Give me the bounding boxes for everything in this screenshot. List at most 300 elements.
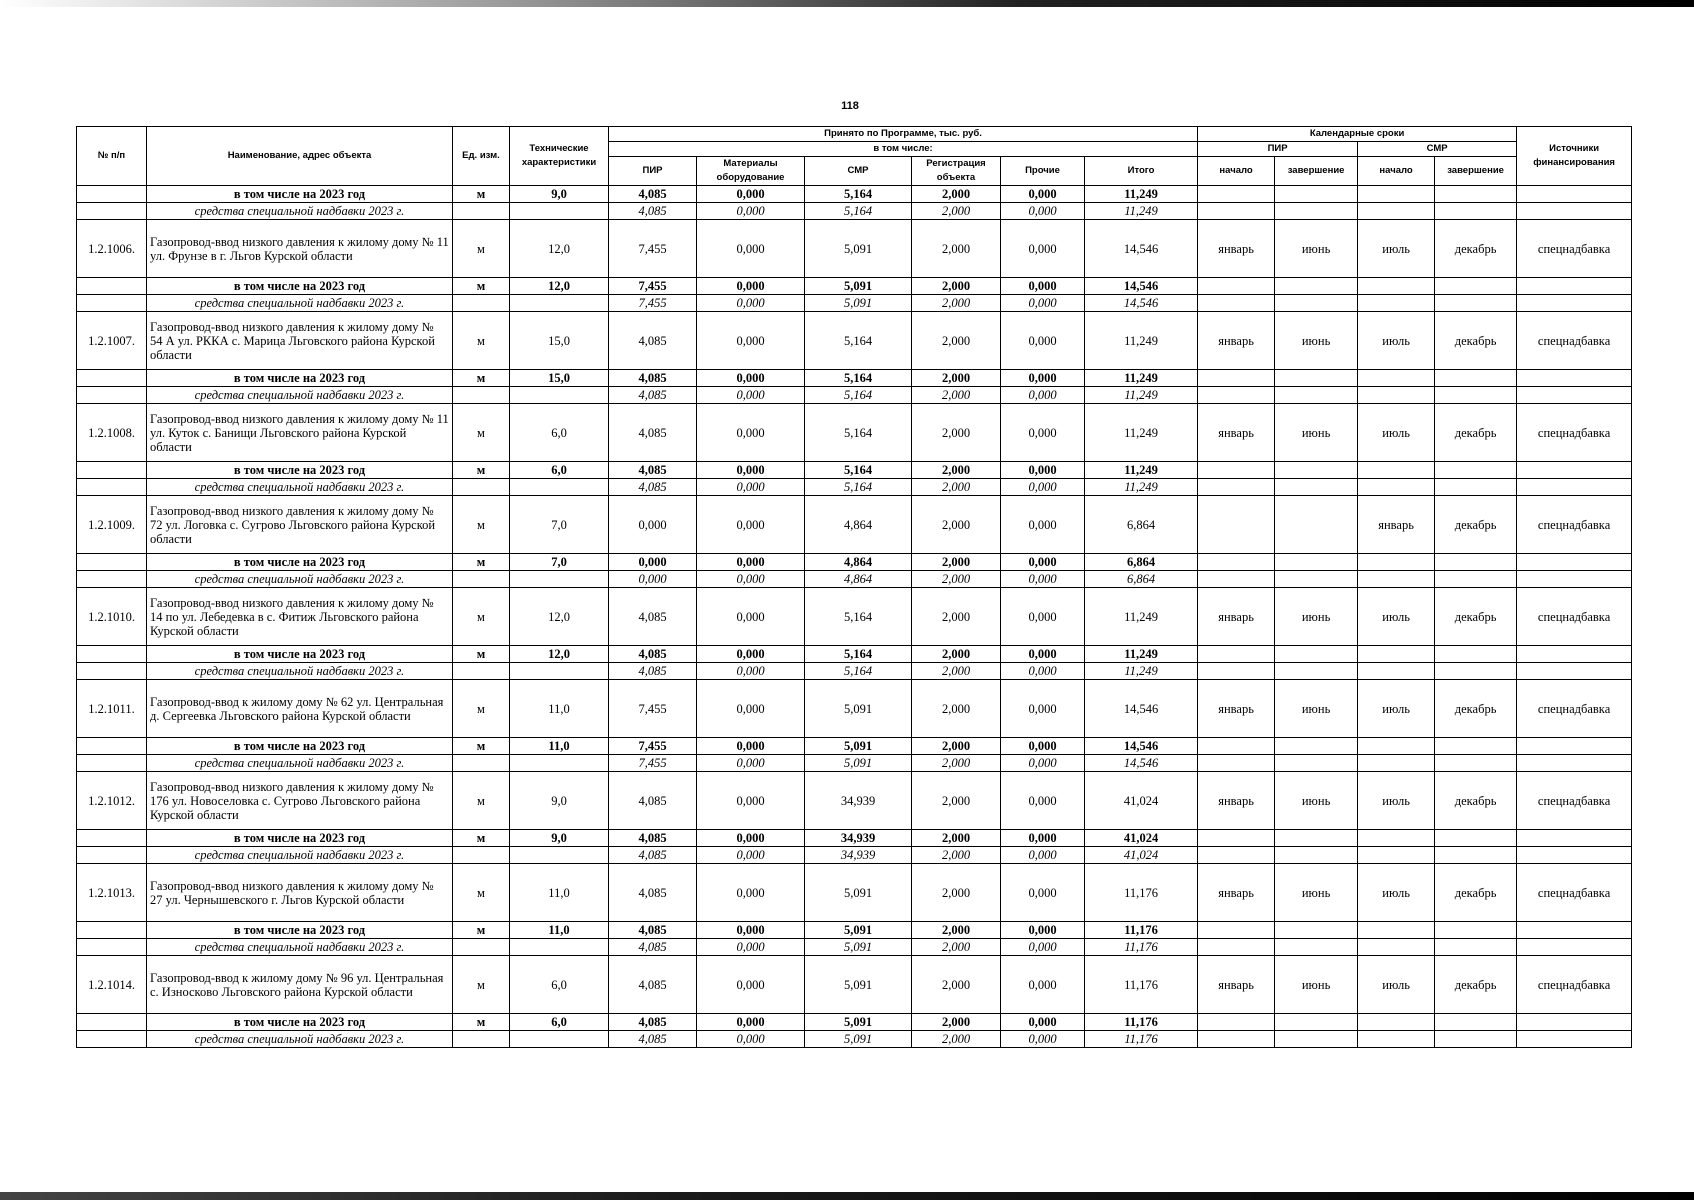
cell-pir: 0,000 <box>609 571 697 588</box>
cell-smr-start: июль <box>1358 680 1435 738</box>
cell-pir: 7,455 <box>609 755 697 772</box>
cell-smr: 5,091 <box>805 295 912 312</box>
cell-smr: 5,091 <box>805 1014 912 1031</box>
header-total: Итого <box>1085 157 1198 186</box>
cell-tech <box>510 387 609 404</box>
cell-unit: м <box>453 220 510 278</box>
cell-total: 11,176 <box>1085 922 1198 939</box>
cell-registration: 2,000 <box>912 646 1001 663</box>
cell-pir-start <box>1198 646 1275 663</box>
cell-materials: 0,000 <box>697 295 805 312</box>
cell-total: 14,546 <box>1085 755 1198 772</box>
cell-pir-end <box>1275 186 1358 203</box>
cell-total: 6,864 <box>1085 496 1198 554</box>
cell-num <box>77 847 147 864</box>
cell-source <box>1517 370 1632 387</box>
cell-source: спецнадбавка <box>1517 404 1632 462</box>
cell-smr-end: декабрь <box>1435 772 1517 830</box>
special-surcharge-row <box>77 663 1632 680</box>
header-sources: Источники финансирования <box>1517 127 1632 186</box>
cell-pir-start <box>1198 479 1275 496</box>
cell-pir-start <box>1198 370 1275 387</box>
cell-total: 14,546 <box>1085 295 1198 312</box>
cell-pir-start <box>1198 203 1275 220</box>
cell-other: 0,000 <box>1001 588 1085 646</box>
year-subtotal-row <box>77 370 1632 387</box>
cell-smr-start <box>1358 479 1435 496</box>
cell-pir: 4,085 <box>609 186 697 203</box>
cell-num <box>77 186 147 203</box>
cell-num: 1.2.1013. <box>77 864 147 922</box>
cell-pir: 4,085 <box>609 922 697 939</box>
cell-tech <box>510 663 609 680</box>
cell-smr-end <box>1435 278 1517 295</box>
cell-other: 0,000 <box>1001 312 1085 370</box>
cell-unit: м <box>453 738 510 755</box>
cell-registration: 2,000 <box>912 738 1001 755</box>
cell-row-label: средства специальной надбавки 2023 г. <box>147 479 453 496</box>
object-row <box>77 496 1632 554</box>
cell-source <box>1517 462 1632 479</box>
cell-pir-start <box>1198 1014 1275 1031</box>
cell-registration: 2,000 <box>912 1031 1001 1048</box>
cell-num <box>77 646 147 663</box>
header-pir: ПИР <box>609 157 697 186</box>
cell-other: 0,000 <box>1001 772 1085 830</box>
cell-tech: 7,0 <box>510 496 609 554</box>
cell-materials: 0,000 <box>697 479 805 496</box>
cell-pir: 7,455 <box>609 680 697 738</box>
cell-total: 6,864 <box>1085 571 1198 588</box>
cell-smr-start <box>1358 1031 1435 1048</box>
cell-object-name: Газопровод-ввод низкого давления к жилому дому № 72 ул. Логовка с. Сугрово Льговского района Курской области <box>147 496 453 554</box>
cell-total: 11,249 <box>1085 312 1198 370</box>
cell-smr: 5,164 <box>805 370 912 387</box>
cell-tech <box>510 203 609 220</box>
cell-other: 0,000 <box>1001 203 1085 220</box>
cell-num <box>77 922 147 939</box>
cell-materials: 0,000 <box>697 680 805 738</box>
special-surcharge-row <box>77 939 1632 956</box>
cell-total: 14,546 <box>1085 220 1198 278</box>
cell-tech: 15,0 <box>510 312 609 370</box>
cell-materials: 0,000 <box>697 956 805 1014</box>
cell-source <box>1517 646 1632 663</box>
cell-smr-end: декабрь <box>1435 312 1517 370</box>
cell-smr-start <box>1358 738 1435 755</box>
cell-num: 1.2.1009. <box>77 496 147 554</box>
cell-smr-end: декабрь <box>1435 588 1517 646</box>
cell-num <box>77 663 147 680</box>
cell-unit: м <box>453 830 510 847</box>
cell-smr-start: июль <box>1358 956 1435 1014</box>
cell-smr-start: январь <box>1358 496 1435 554</box>
cell-total: 11,176 <box>1085 864 1198 922</box>
cell-registration: 2,000 <box>912 956 1001 1014</box>
cell-source <box>1517 755 1632 772</box>
cell-pir-end: июнь <box>1275 312 1358 370</box>
cell-num <box>77 571 147 588</box>
cell-tech <box>510 755 609 772</box>
cell-pir-start: январь <box>1198 680 1275 738</box>
cell-tech: 6,0 <box>510 956 609 1014</box>
cell-tech <box>510 479 609 496</box>
cell-unit <box>453 479 510 496</box>
cell-other: 0,000 <box>1001 755 1085 772</box>
cell-num <box>77 295 147 312</box>
table-body <box>77 186 1632 1048</box>
cell-registration: 2,000 <box>912 186 1001 203</box>
cell-row-label: в том числе на 2023 год <box>147 186 453 203</box>
cell-smr-start: июль <box>1358 864 1435 922</box>
cell-source <box>1517 1014 1632 1031</box>
object-row <box>77 220 1632 278</box>
cell-source <box>1517 186 1632 203</box>
cell-pir-start <box>1198 830 1275 847</box>
cell-pir-start: январь <box>1198 772 1275 830</box>
header-smr: СМР <box>805 157 912 186</box>
cell-pir-end <box>1275 479 1358 496</box>
cell-num <box>77 554 147 571</box>
header-pir-start: начало <box>1198 157 1275 186</box>
cell-unit: м <box>453 404 510 462</box>
cell-smr: 5,164 <box>805 186 912 203</box>
cell-tech: 11,0 <box>510 738 609 755</box>
cell-registration: 2,000 <box>912 387 1001 404</box>
cell-smr-start: июль <box>1358 772 1435 830</box>
cell-pir-end <box>1275 663 1358 680</box>
table-header <box>77 127 1632 186</box>
cell-source: спецнадбавка <box>1517 496 1632 554</box>
cell-pir-start <box>1198 295 1275 312</box>
cell-smr: 34,939 <box>805 847 912 864</box>
cell-tech <box>510 571 609 588</box>
cell-row-label: в том числе на 2023 год <box>147 370 453 387</box>
cell-pir-start <box>1198 922 1275 939</box>
cell-smr: 34,939 <box>805 830 912 847</box>
cell-smr-end: декабрь <box>1435 680 1517 738</box>
year-subtotal-row <box>77 830 1632 847</box>
cell-pir-end <box>1275 646 1358 663</box>
cell-unit <box>453 755 510 772</box>
cell-pir-end: июнь <box>1275 772 1358 830</box>
special-surcharge-row <box>77 755 1632 772</box>
cell-num <box>77 387 147 404</box>
object-row <box>77 588 1632 646</box>
header-smr-start: начало <box>1358 157 1435 186</box>
cell-other: 0,000 <box>1001 847 1085 864</box>
cell-object-name: Газопровод-ввод низкого давления к жилому дому № 14 по ул. Лебедевка в с. Фитиж Льговского района Курской области <box>147 588 453 646</box>
header-accepted: Принято по Программе, тыс. руб. <box>609 127 1198 142</box>
cell-smr-end <box>1435 755 1517 772</box>
cell-pir-start: январь <box>1198 588 1275 646</box>
cell-smr: 4,864 <box>805 496 912 554</box>
cell-unit <box>453 387 510 404</box>
cell-pir-end <box>1275 462 1358 479</box>
object-row <box>77 680 1632 738</box>
year-subtotal-row <box>77 462 1632 479</box>
year-subtotal-row <box>77 646 1632 663</box>
cell-pir-start: январь <box>1198 312 1275 370</box>
cell-unit: м <box>453 186 510 203</box>
cell-materials: 0,000 <box>697 830 805 847</box>
cell-source <box>1517 738 1632 755</box>
object-row <box>77 956 1632 1014</box>
cell-smr: 5,164 <box>805 462 912 479</box>
cell-row-label: средства специальной надбавки 2023 г. <box>147 203 453 220</box>
cell-unit: м <box>453 462 510 479</box>
cell-materials: 0,000 <box>697 554 805 571</box>
cell-unit <box>453 663 510 680</box>
cell-source <box>1517 1031 1632 1048</box>
cell-pir: 7,455 <box>609 295 697 312</box>
cell-smr-end <box>1435 186 1517 203</box>
cell-pir: 4,085 <box>609 1031 697 1048</box>
cell-materials: 0,000 <box>697 663 805 680</box>
cell-total: 11,249 <box>1085 588 1198 646</box>
cell-pir-end: июнь <box>1275 588 1358 646</box>
cell-registration: 2,000 <box>912 755 1001 772</box>
cell-registration: 2,000 <box>912 922 1001 939</box>
cell-pir-start <box>1198 186 1275 203</box>
cell-num <box>77 755 147 772</box>
cell-smr: 5,164 <box>805 646 912 663</box>
cell-smr-start <box>1358 755 1435 772</box>
cell-pir-start <box>1198 462 1275 479</box>
cell-smr-end: декабрь <box>1435 404 1517 462</box>
cell-num <box>77 203 147 220</box>
budget-table <box>76 126 1632 1048</box>
special-surcharge-row <box>77 1031 1632 1048</box>
cell-num: 1.2.1011. <box>77 680 147 738</box>
cell-num <box>77 1014 147 1031</box>
header-unit: Ед. изм. <box>453 127 510 186</box>
cell-pir-end <box>1275 1031 1358 1048</box>
cell-other: 0,000 <box>1001 864 1085 922</box>
cell-other: 0,000 <box>1001 830 1085 847</box>
cell-pir-start <box>1198 738 1275 755</box>
cell-pir-end: июнь <box>1275 864 1358 922</box>
cell-registration: 2,000 <box>912 554 1001 571</box>
header-other: Прочие <box>1001 157 1085 186</box>
cell-other: 0,000 <box>1001 220 1085 278</box>
cell-smr-start: июль <box>1358 404 1435 462</box>
cell-other: 0,000 <box>1001 956 1085 1014</box>
cell-unit <box>453 1031 510 1048</box>
cell-source <box>1517 830 1632 847</box>
cell-source: спецнадбавка <box>1517 312 1632 370</box>
cell-total: 14,546 <box>1085 738 1198 755</box>
cell-pir: 7,455 <box>609 220 697 278</box>
scan-top-edge <box>0 0 1694 7</box>
cell-smr-end <box>1435 830 1517 847</box>
cell-materials: 0,000 <box>697 646 805 663</box>
cell-source: спецнадбавка <box>1517 956 1632 1014</box>
cell-other: 0,000 <box>1001 387 1085 404</box>
cell-object-name: Газопровод-ввод к жилому дому № 62 ул. Центральная д. Сергеевка Льговского района Курской области <box>147 680 453 738</box>
cell-smr-end <box>1435 1031 1517 1048</box>
cell-pir-start <box>1198 939 1275 956</box>
cell-pir: 4,085 <box>609 370 697 387</box>
cell-materials: 0,000 <box>697 220 805 278</box>
cell-row-label: средства специальной надбавки 2023 г. <box>147 663 453 680</box>
cell-registration: 2,000 <box>912 1014 1001 1031</box>
object-row <box>77 864 1632 922</box>
cell-other: 0,000 <box>1001 479 1085 496</box>
cell-smr: 5,164 <box>805 479 912 496</box>
cell-row-label: в том числе на 2023 год <box>147 738 453 755</box>
cell-smr: 5,164 <box>805 203 912 220</box>
cell-tech: 6,0 <box>510 1014 609 1031</box>
cell-tech: 12,0 <box>510 588 609 646</box>
year-subtotal-row <box>77 922 1632 939</box>
cell-total: 11,249 <box>1085 646 1198 663</box>
header-name: Наименование, адрес объекта <box>147 127 453 186</box>
cell-smr-start <box>1358 922 1435 939</box>
cell-smr-start <box>1358 387 1435 404</box>
cell-materials: 0,000 <box>697 370 805 387</box>
cell-registration: 2,000 <box>912 571 1001 588</box>
cell-row-label: в том числе на 2023 год <box>147 830 453 847</box>
cell-smr: 4,864 <box>805 571 912 588</box>
cell-tech: 11,0 <box>510 680 609 738</box>
cell-unit <box>453 295 510 312</box>
cell-smr: 5,091 <box>805 738 912 755</box>
special-surcharge-row <box>77 387 1632 404</box>
cell-smr-end: декабрь <box>1435 496 1517 554</box>
cell-pir: 4,085 <box>609 847 697 864</box>
cell-materials: 0,000 <box>697 847 805 864</box>
cell-smr-start <box>1358 554 1435 571</box>
cell-total: 11,176 <box>1085 1031 1198 1048</box>
cell-num: 1.2.1010. <box>77 588 147 646</box>
cell-pir-start <box>1198 847 1275 864</box>
cell-registration: 2,000 <box>912 370 1001 387</box>
cell-other: 0,000 <box>1001 554 1085 571</box>
cell-pir: 0,000 <box>609 554 697 571</box>
cell-tech: 12,0 <box>510 220 609 278</box>
cell-smr-start: июль <box>1358 588 1435 646</box>
cell-materials: 0,000 <box>697 738 805 755</box>
cell-num <box>77 462 147 479</box>
cell-unit: м <box>453 278 510 295</box>
cell-pir-start <box>1198 1031 1275 1048</box>
cell-smr-start <box>1358 462 1435 479</box>
cell-smr: 5,164 <box>805 387 912 404</box>
cell-row-label: в том числе на 2023 год <box>147 462 453 479</box>
special-surcharge-row <box>77 295 1632 312</box>
cell-registration: 2,000 <box>912 404 1001 462</box>
cell-tech: 7,0 <box>510 554 609 571</box>
cell-smr-start <box>1358 203 1435 220</box>
cell-pir: 4,085 <box>609 956 697 1014</box>
cell-num <box>77 738 147 755</box>
cell-smr-end <box>1435 387 1517 404</box>
cell-total: 14,546 <box>1085 680 1198 738</box>
cell-object-name: Газопровод-ввод низкого давления к жилому дому № 11 ул. Фрунзе в г. Льгов Курской области <box>147 220 453 278</box>
cell-pir-start: январь <box>1198 956 1275 1014</box>
year-subtotal-row <box>77 278 1632 295</box>
cell-smr-end <box>1435 646 1517 663</box>
cell-source <box>1517 387 1632 404</box>
cell-unit <box>453 939 510 956</box>
cell-smr-end <box>1435 738 1517 755</box>
cell-registration: 2,000 <box>912 203 1001 220</box>
cell-pir-start <box>1198 278 1275 295</box>
cell-smr: 5,091 <box>805 864 912 922</box>
cell-smr-start <box>1358 1014 1435 1031</box>
cell-smr-end <box>1435 295 1517 312</box>
cell-source <box>1517 939 1632 956</box>
year-subtotal-row <box>77 738 1632 755</box>
header-num: № п/п <box>77 127 147 186</box>
cell-smr-start <box>1358 295 1435 312</box>
cell-source <box>1517 922 1632 939</box>
cell-object-name: Газопровод-ввод к жилому дому № 96 ул. Центральная с. Износково Льговского района Курской области <box>147 956 453 1014</box>
cell-object-name: Газопровод-ввод низкого давления к жилому дому № 27 ул. Чернышевского г. Льгов Курской области <box>147 864 453 922</box>
cell-source <box>1517 847 1632 864</box>
cell-pir-end <box>1275 1014 1358 1031</box>
cell-materials: 0,000 <box>697 922 805 939</box>
cell-materials: 0,000 <box>697 278 805 295</box>
cell-total: 11,249 <box>1085 387 1198 404</box>
cell-smr-end <box>1435 571 1517 588</box>
cell-total: 11,249 <box>1085 462 1198 479</box>
cell-unit: м <box>453 680 510 738</box>
cell-smr-start <box>1358 939 1435 956</box>
cell-tech: 12,0 <box>510 278 609 295</box>
cell-other: 0,000 <box>1001 462 1085 479</box>
cell-unit: м <box>453 956 510 1014</box>
cell-unit: м <box>453 1014 510 1031</box>
cell-source <box>1517 278 1632 295</box>
cell-unit: м <box>453 588 510 646</box>
cell-pir-end <box>1275 738 1358 755</box>
year-subtotal-row <box>77 1014 1632 1031</box>
cell-row-label: средства специальной надбавки 2023 г. <box>147 939 453 956</box>
cell-smr-end: декабрь <box>1435 864 1517 922</box>
cell-unit <box>453 847 510 864</box>
header-registration: Регистрация объекта <box>912 157 1001 186</box>
cell-num: 1.2.1006. <box>77 220 147 278</box>
cell-registration: 2,000 <box>912 312 1001 370</box>
cell-smr-end <box>1435 203 1517 220</box>
cell-total: 11,249 <box>1085 203 1198 220</box>
special-surcharge-row <box>77 847 1632 864</box>
cell-total: 11,249 <box>1085 186 1198 203</box>
cell-registration: 2,000 <box>912 864 1001 922</box>
cell-num: 1.2.1014. <box>77 956 147 1014</box>
cell-pir: 7,455 <box>609 278 697 295</box>
cell-pir: 4,085 <box>609 312 697 370</box>
cell-tech <box>510 295 609 312</box>
cell-smr: 4,864 <box>805 554 912 571</box>
cell-tech: 9,0 <box>510 186 609 203</box>
cell-row-label: в том числе на 2023 год <box>147 646 453 663</box>
cell-source <box>1517 554 1632 571</box>
cell-registration: 2,000 <box>912 772 1001 830</box>
cell-tech: 11,0 <box>510 864 609 922</box>
cell-num <box>77 370 147 387</box>
header-cal-smr: СМР <box>1358 142 1517 157</box>
cell-pir: 4,085 <box>609 1014 697 1031</box>
cell-materials: 0,000 <box>697 772 805 830</box>
cell-registration: 2,000 <box>912 295 1001 312</box>
cell-pir-start <box>1198 755 1275 772</box>
cell-tech: 9,0 <box>510 772 609 830</box>
cell-smr-end: декабрь <box>1435 956 1517 1014</box>
cell-materials: 0,000 <box>697 387 805 404</box>
